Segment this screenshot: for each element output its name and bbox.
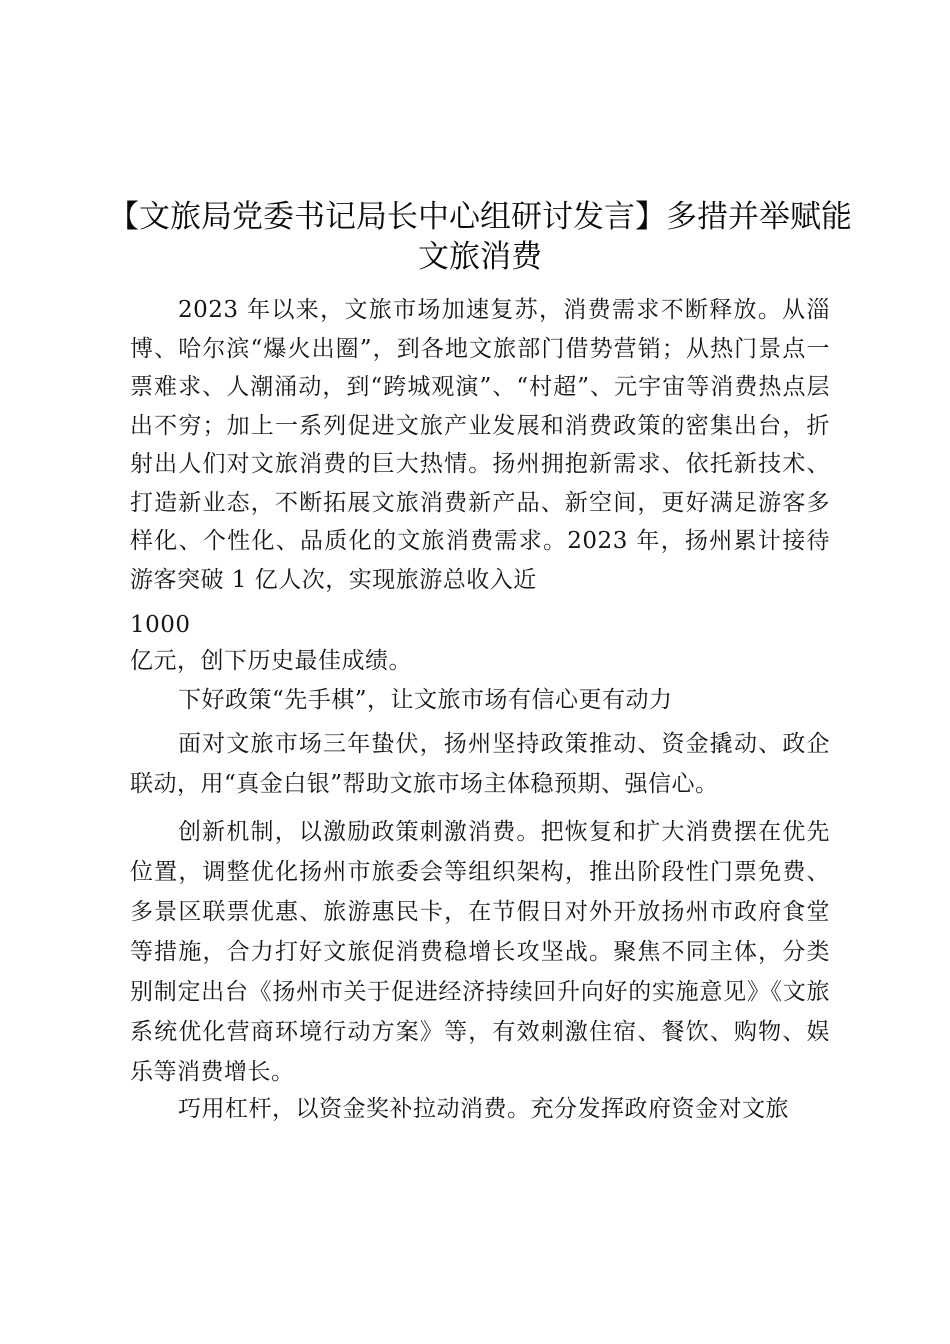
intro-paragraph: 2023 年以来，文旅市场加速复苏，消费需求不断释放。从淄博、哈尔滨“爆火出圈”，到各地文旅部门借势营销；从热门景点一票难求、人潮涌动，到“跨城观演”、“村超”、元宇宙等消费热点层出不穷；加上一系列促进文旅产业发展和消费政策的密集出台，折射出人们对文旅消费的巨大热情。扬州拥抱新需求、依托新技术、打造新业态，不断拓展文旅消费新产品、新空间，更好满足游客多样化、个性化、品质化的文旅消费需求。2023 年，扬州累计接待游客突破 1 亿人次，实现旅游总收入近 (130, 297, 830, 593)
document-title: 【文旅局党委书记局长中心组研讨发言】多措并举赋能文旅消费 (108, 198, 852, 275)
policy-paragraph: 面对文旅市场三年蛰伏，扬州坚持政策推动、资金撬动、政企联动，用“真金白银”帮助文旅市场主体稳预期、强信心。 (130, 731, 830, 797)
mechanism-paragraph: 创新机制，以激励政策刺激消费。把恢复和扩大消费摆在优先位置，调整优化扬州市旅委会等组织架构，推出阶段性门票免费、多景区联票优惠、旅游惠民卡，在节假日对外开放扬州市政府食堂等措施，合力打好文旅促消费稳增长攻坚战。聚焦不同主体，分类别制定出台《扬州市关于促进经济持续回升向好的实施意见》《文旅系统优化营商环境行动方案》等，有效刺激住宿、餐饮、购物、娱乐等消费增长。 (130, 819, 830, 1085)
intro-number-line: 1000 (130, 612, 191, 638)
intro-tail-line: 亿元，创下历史最佳成绩。 (130, 648, 412, 674)
section-heading: 下好政策“先手棋”，让文旅市场有信心更有动力 (178, 687, 673, 713)
leverage-paragraph: 巧用杠杆，以资金奖补拉动消费。充分发挥政府资金对文旅 (178, 1096, 789, 1122)
